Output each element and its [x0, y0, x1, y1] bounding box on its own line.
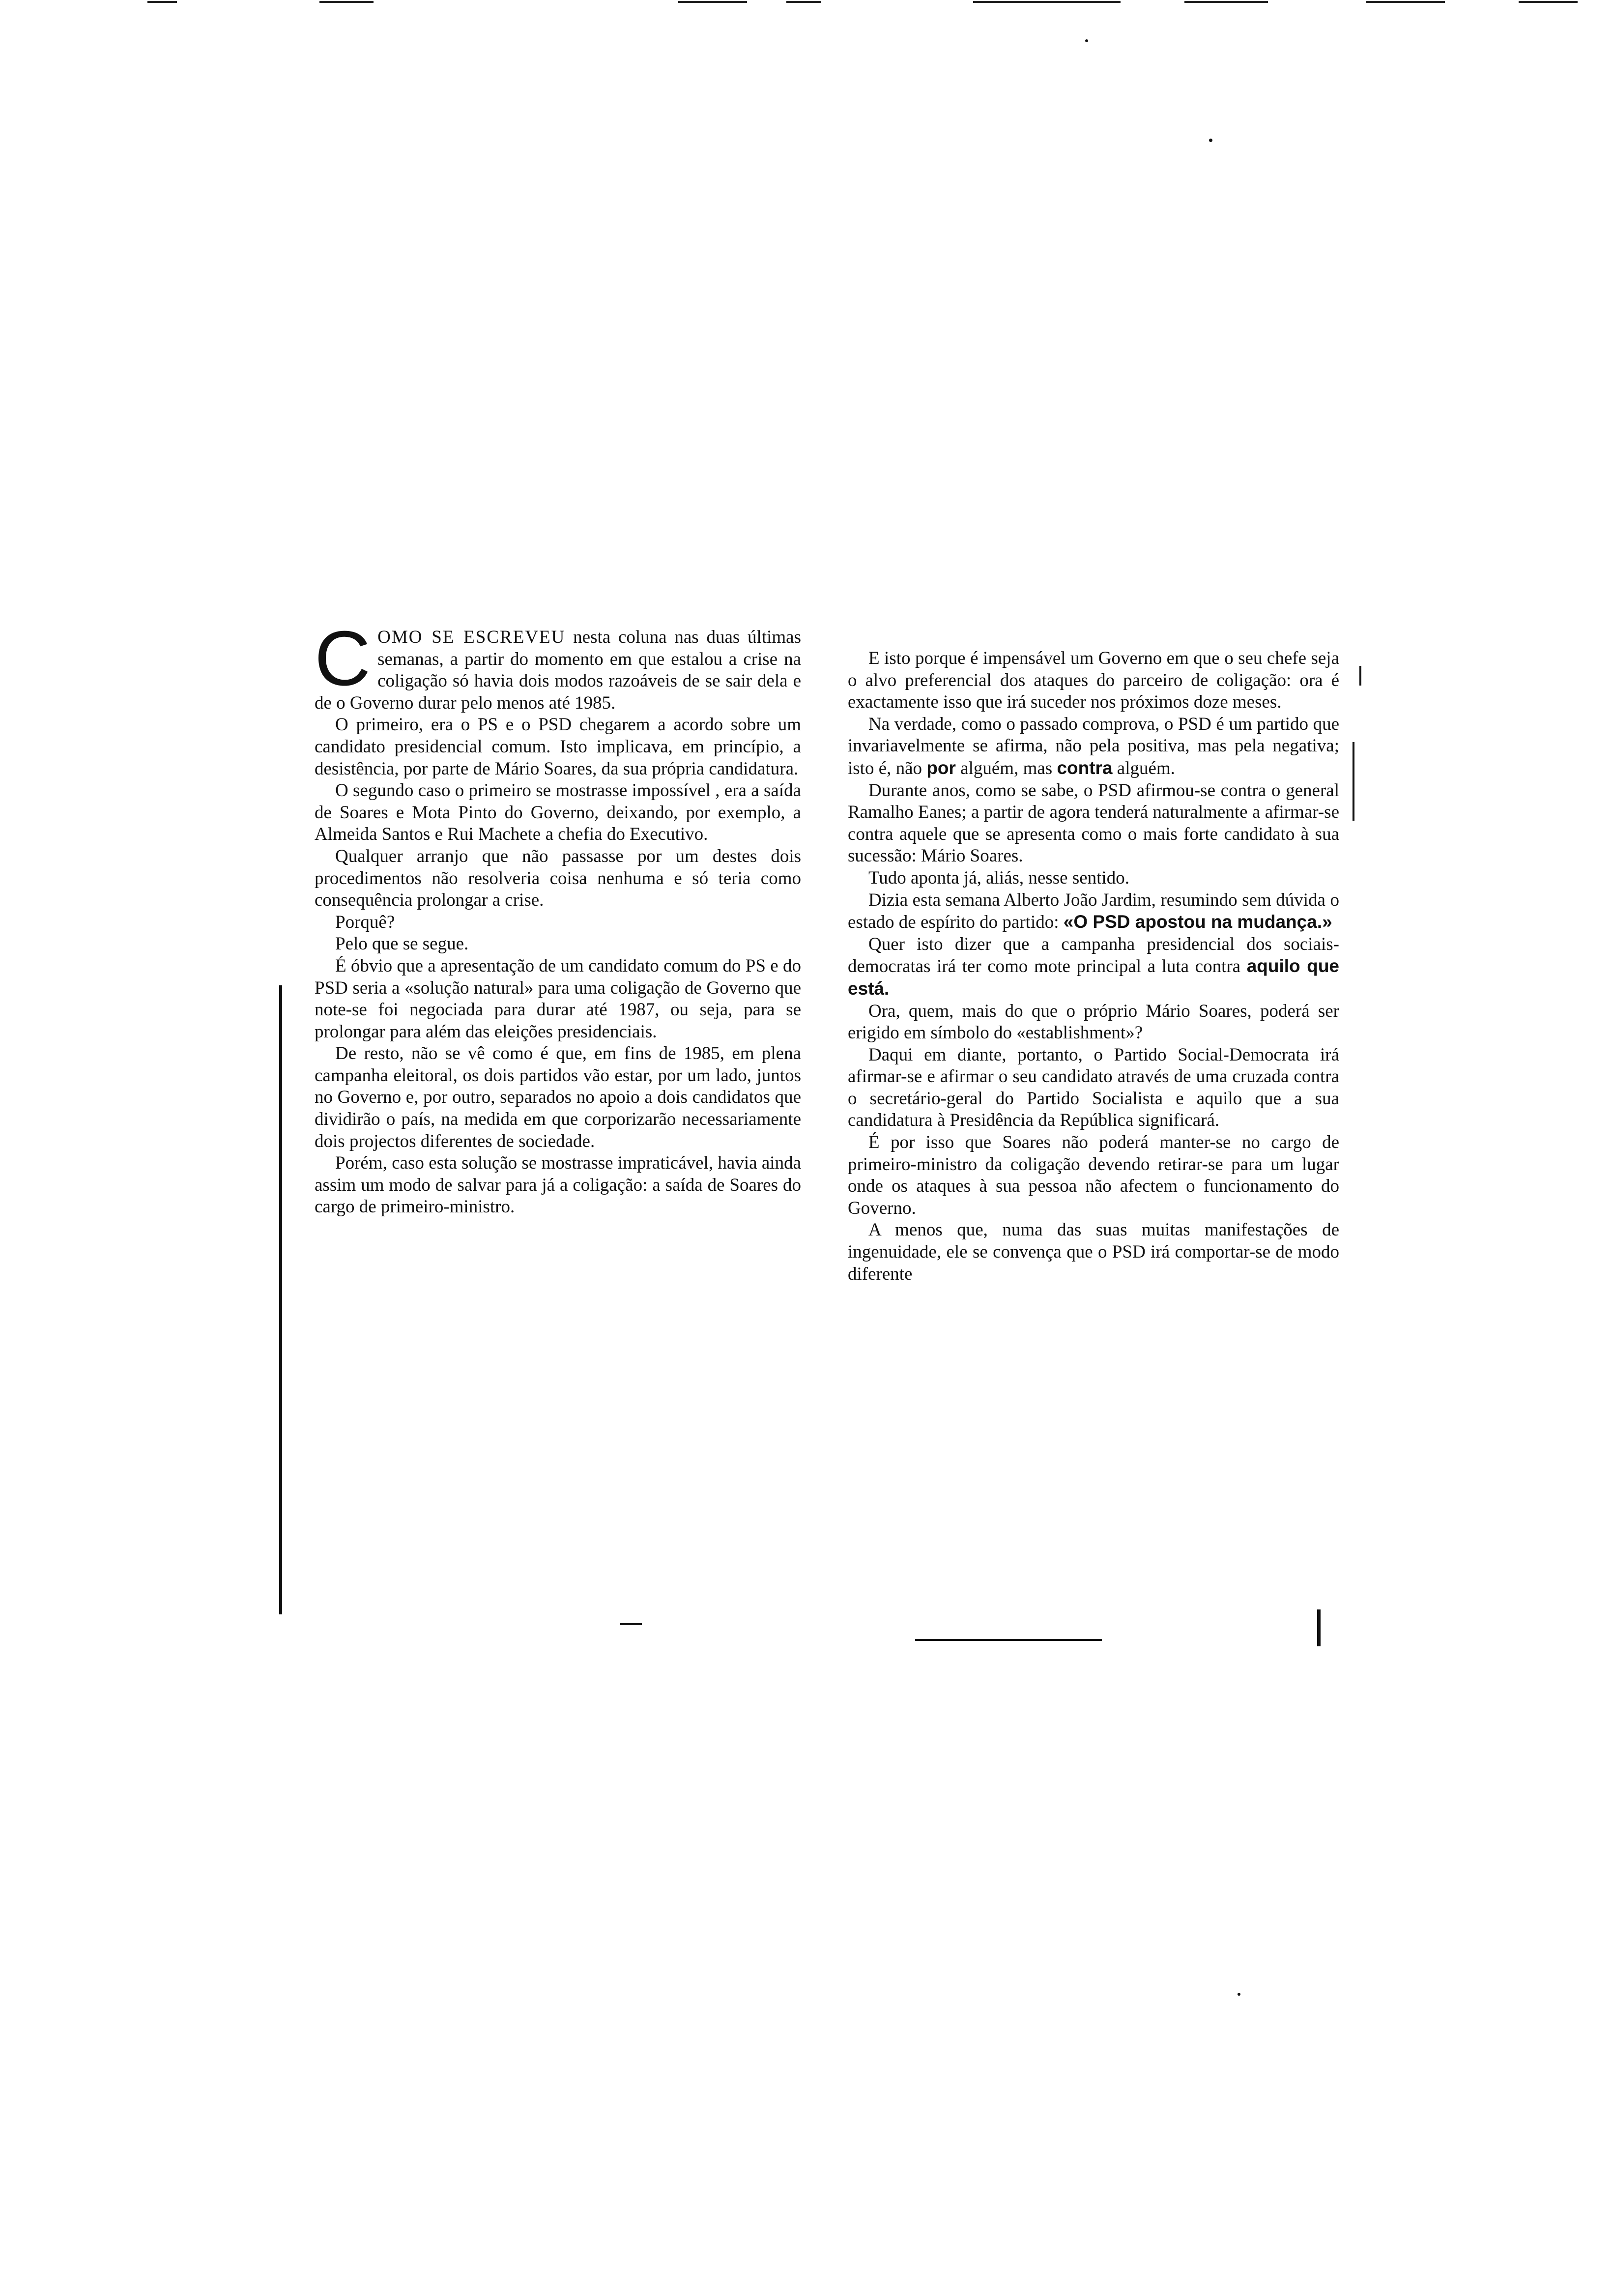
paragraph: Ora, quem, mais do que o próprio Mário Soares, poderá ser erigido em símbolo do «establishment»?	[848, 1001, 1339, 1043]
paragraph: Porquê?	[335, 912, 395, 932]
column-end-mark	[620, 1623, 642, 1625]
scan-edge-artifacts	[0, 0, 1612, 7]
column-end-rule	[915, 1639, 1102, 1641]
paragraph: É por isso que Soares não poderá manter-se no cargo de primeiro-ministro da coligação devendo retirar-se para um lugar onde os ataques à sua pessoa não afectem o funcionamento do Governo.	[848, 1132, 1339, 1218]
paragraph-text: Na verdade, como o passado comprova, o PSD é um partido que invariavelmente se afirma, não pela positiva, mas pela negativa; isto é, não	[848, 714, 1339, 778]
margin-rule	[1353, 742, 1354, 821]
paragraph: O segundo caso o primeiro se mostrasse impossível , era a saída de Soares e Mota Pinto do Governo, deixando, por exemplo, a Almeida Santos e Rui Machete a chefia do Executivo.	[315, 780, 801, 845]
scan-speck	[1209, 139, 1212, 142]
paragraph-text: alguém.	[1112, 758, 1175, 778]
margin-rule	[1359, 666, 1361, 686]
paragraph: E isto porque é impensável um Governo em que o seu chefe seja o alvo preferencial dos ataques do parceiro de coligação: ora é exactamente isso que irá suceder nos próximos doze meses.	[848, 648, 1339, 713]
article-column-left	[315, 615, 802, 1218]
paragraph-text: Dizia esta semana Alberto João Jardim, resumindo sem dúvida o estado de espírito do partido:	[848, 890, 1339, 933]
paragraph: É óbvio que a apresentação de um candidato comum do PS e do PSD seria a «solução natural» para uma coligação de Governo que note-se foi negociada para durar até 1987, ou seja, para se prolongar para além das eleições presidenciais.	[315, 955, 801, 1042]
paragraph: A menos que, numa das suas muitas manifestações de ingenuidade, ele se convença que o PSD irá comportar-se de modo diferente	[848, 1220, 1339, 1284]
scan-speck	[1085, 39, 1088, 42]
emphasis: aquilo que está.	[848, 956, 1340, 999]
emphasis: por	[926, 757, 956, 778]
paragraph	[848, 890, 1339, 934]
paragraph	[848, 934, 1339, 1001]
margin-rule	[1317, 1609, 1321, 1646]
paragraph: Qualquer arranjo que não passasse por um destes dois procedimentos não resolveria coisa nenhuma e só teria como consequência prolongar a crise.	[315, 846, 801, 911]
paragraph: Porém, caso esta solução se mostrasse impraticável, havia ainda assim um modo de salvar para já a coligação: a saída de Soares do cargo de primeiro-ministro.	[315, 1153, 801, 1217]
paragraph: Daqui em diante, portanto, o Partido Social-Democrata irá afirmar-se e afirmar o seu candidato através de uma cruzada contra o secretário-geral do Partido Socialista e aquilo que a sua candidatura à Presidência da República significará.	[848, 1044, 1339, 1131]
paragraph	[848, 714, 1339, 780]
paragraph-text: alguém, mas	[955, 758, 1057, 778]
paragraph: Durante anos, como se sabe, o PSD afirmou-se contra o general Ramalho Eanes; a partir de agora tenderá naturalmente a afirmar-se contra aquele que se apresenta como o mais forte candidato à sua sucessão: Mário Soares.	[848, 780, 1339, 866]
paragraph-text: Quer isto dizer que a campanha presidencial dos sociais-democratas irá ter como mote principal a luta contra	[848, 934, 1339, 977]
paragraph-text: nesta coluna nas duas últimas semanas, a partir do momento em que estalou a crise na coligação só havia dois modos razoáveis de se sair dela e de o Governo durar pelo menos até 1985.	[315, 627, 802, 713]
paragraph: Tudo aponta já, aliás, nesse sentido.	[868, 867, 1129, 888]
article-column-right	[848, 648, 1339, 1285]
paragraph: De resto, não se vê como é que, em fins de 1985, em plena campanha eleitoral, os dois partidos vão estar, por um lado, juntos no Governo e, por outro, separados no apoio a dois candidatos que dividirão o país, na medida em que corporizarão necessariamente dois projectos diferentes de sociedade.	[315, 1043, 801, 1151]
emphasis: contra	[1057, 757, 1113, 778]
drop-cap: C	[315, 615, 371, 702]
paragraph: Pelo que se segue.	[335, 934, 469, 954]
quote-emphasis: «O PSD apostou na mudança.»	[1063, 912, 1332, 932]
lead-in: OMO SE ESCREVEU	[377, 627, 566, 647]
paragraph: O primeiro, era o PS e o PSD chegarem a acordo sobre um candidato presidencial comum. Isto implicava, em princípio, a desistência, por parte de Mário Soares, da sua própria candidatura.	[315, 715, 801, 779]
paragraph	[315, 615, 802, 714]
scan-speck	[1238, 1993, 1240, 1996]
margin-rule	[279, 985, 282, 1614]
